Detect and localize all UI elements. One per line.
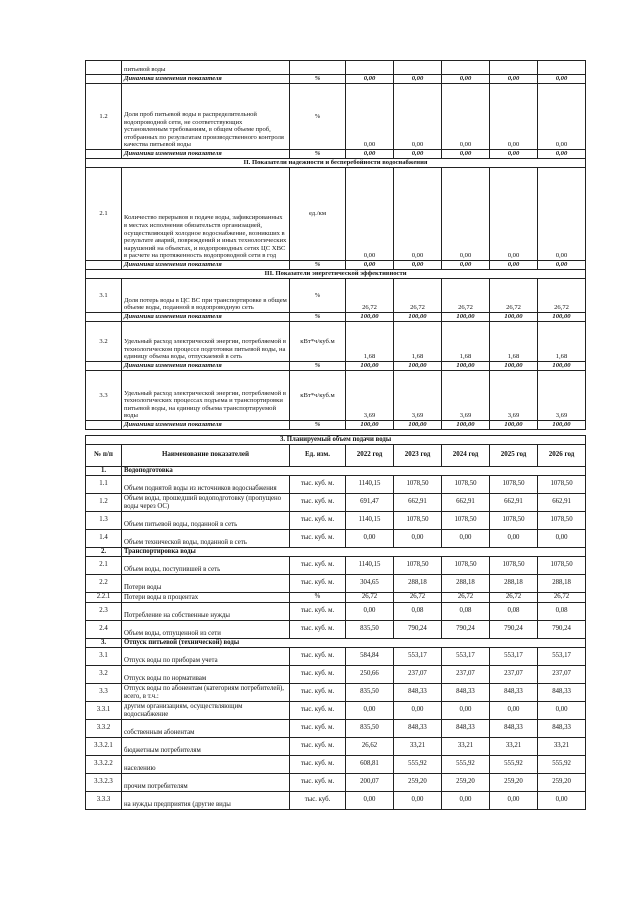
row-num: 3.1: [86, 647, 122, 665]
value-cell: 259,20: [538, 773, 586, 791]
unit-cell: тыс. куб. м.: [290, 755, 346, 773]
col-header-2023: 2023 год: [394, 444, 442, 466]
value-cell: 1,68: [442, 322, 490, 362]
group-title: Отпуск питьевой (технической) воды: [122, 638, 586, 647]
empty-cell: [442, 61, 490, 75]
value-cell: 100,00: [490, 421, 538, 430]
row-num: [86, 261, 122, 270]
row-num: 2.1: [86, 168, 122, 261]
row-num-cell: [86, 61, 122, 75]
unit-cell: тыс. куб. м.: [290, 529, 346, 547]
value-cell: 848,33: [538, 683, 586, 701]
value-cell: 1078,50: [442, 556, 490, 574]
col-header-num: № п/п: [86, 444, 122, 466]
value-cell: 100,00: [394, 313, 442, 322]
value-cell: 0,00: [490, 701, 538, 719]
value-cell: 555,92: [538, 755, 586, 773]
value-cell: 26,72: [346, 279, 394, 313]
value-cell: 553,17: [442, 647, 490, 665]
unit-cell: тыс. куб. м.: [290, 719, 346, 737]
value-cell: 0,00: [346, 168, 394, 261]
value-cell: 553,17: [538, 647, 586, 665]
unit-cell: тыс. куб. м.: [290, 574, 346, 592]
unit-cell: %: [290, 84, 346, 150]
value-cell: 3,69: [442, 371, 490, 421]
value-cell: 0,00: [346, 75, 394, 84]
value-cell: 0,00: [442, 529, 490, 547]
dynamics-label: Динамика изменения показателя: [122, 421, 290, 430]
value-cell: 848,33: [394, 719, 442, 737]
value-cell: 1,68: [394, 322, 442, 362]
value-cell: 237,07: [394, 665, 442, 683]
unit-cell: тыс. куб. м.: [290, 475, 346, 493]
section-title: II. Показатели надежности и бесперебойности водоснабжения: [86, 159, 586, 168]
indicator-name: Отпуск воды по нормативам: [122, 665, 290, 683]
row-num: 3.3.3: [86, 791, 122, 809]
value-cell: 33,21: [490, 737, 538, 755]
value-cell: 555,92: [442, 755, 490, 773]
row-num: 1.4: [86, 529, 122, 547]
value-cell: 0,00: [490, 791, 538, 809]
indicator-name: Доля потерь воды в ЦС ВС при транспортировке в общем объеме воды, поданной в водопроводную сеть: [122, 279, 290, 313]
value-cell: 0,00: [442, 168, 490, 261]
value-cell: 0,00: [538, 701, 586, 719]
indicator-name: Отпуск воды по приборам учета: [122, 647, 290, 665]
indicator-name: Объем воды, отпущенной из сети: [122, 620, 290, 638]
value-cell: 0,00: [394, 261, 442, 270]
unit-cell: %: [290, 279, 346, 313]
value-cell: 0,00: [394, 791, 442, 809]
unit-cell: кВт*ч/куб.м: [290, 322, 346, 362]
value-cell: 0,00: [346, 602, 394, 620]
unit-cell: кВт*ч/куб.м: [290, 371, 346, 421]
unit-cell: %: [290, 75, 346, 84]
value-cell: 0,00: [346, 701, 394, 719]
unit-cell: тыс. куб. м.: [290, 556, 346, 574]
indicator-name: Отпуск воды по абонентам (категориям потребителей), всего, в т.ч.:: [122, 683, 290, 701]
indicator-name: собственным абонентам: [122, 719, 290, 737]
unit-cell: %: [290, 150, 346, 159]
value-cell: 237,07: [538, 665, 586, 683]
row-num: 3.3.2.3: [86, 773, 122, 791]
dynamics-label: Динамика изменения показателя: [122, 150, 290, 159]
dynamics-label: Динамика изменения показателя: [122, 75, 290, 84]
value-cell: 0,08: [394, 602, 442, 620]
unit-cell: тыс. куб. м.: [290, 701, 346, 719]
value-cell: 790,24: [538, 620, 586, 638]
row-num: 3.3.2.1: [86, 737, 122, 755]
row-num: 2.2: [86, 574, 122, 592]
group-num: 1.: [86, 466, 122, 475]
value-cell: 848,33: [490, 719, 538, 737]
row-num: 2.2.1: [86, 592, 122, 602]
col-header-2025: 2025 год: [490, 444, 538, 466]
value-cell: 288,18: [490, 574, 538, 592]
indicator-name: Количество перерывов в подаче воды, зафиксированных в местах исполнения обязательств организацией, осуществляющей холодное водоснабжение, возникших в результате аварий, повреждений и иных технологических нарушений на объектах, и водопроводных сетях ЦС ХВС в расчете на протяженность водопроводной сети в год: [122, 168, 290, 261]
group-title: Транспортировка воды: [122, 547, 586, 556]
value-cell: 26,62: [346, 737, 394, 755]
value-cell: 0,00: [538, 150, 586, 159]
row-num: 1.1: [86, 475, 122, 493]
col-header-name: Наименование показателей: [122, 444, 290, 466]
value-cell: 26,72: [538, 279, 586, 313]
value-cell: 100,00: [442, 421, 490, 430]
row-num: 1.3: [86, 511, 122, 529]
group-num: 3.: [86, 638, 122, 647]
row-num: 3.3.2.2: [86, 755, 122, 773]
row-num: [86, 150, 122, 159]
row-num: [86, 362, 122, 371]
indicator-name: Потери воды в процентах: [122, 592, 290, 602]
value-cell: 100,00: [346, 362, 394, 371]
value-cell: 1140,15: [346, 511, 394, 529]
value-cell: 100,00: [490, 362, 538, 371]
value-cell: 0,00: [394, 529, 442, 547]
unit-cell: ед./км: [290, 168, 346, 261]
col-header-2022: 2022 год: [346, 444, 394, 466]
dynamics-label: Динамика изменения показателя: [122, 362, 290, 371]
value-cell: 0,00: [346, 261, 394, 270]
row-num: 3.3: [86, 683, 122, 701]
indicator-name: Объем питьевой воды, поданной в сеть: [122, 511, 290, 529]
value-cell: 1078,50: [490, 556, 538, 574]
value-cell: 1078,50: [538, 475, 586, 493]
value-cell: 26,72: [394, 592, 442, 602]
value-cell: 1078,50: [538, 511, 586, 529]
value-cell: 250,66: [346, 665, 394, 683]
value-cell: 1,68: [538, 322, 586, 362]
value-cell: 0,00: [490, 168, 538, 261]
value-cell: 848,33: [442, 683, 490, 701]
value-cell: 0,00: [490, 75, 538, 84]
indicator-name: Объем технической воды, поданной в сеть: [122, 529, 290, 547]
value-cell: 0,00: [538, 529, 586, 547]
value-cell: 26,72: [346, 592, 394, 602]
value-cell: 0,00: [394, 150, 442, 159]
value-cell: 584,84: [346, 647, 394, 665]
value-cell: 3,69: [394, 371, 442, 421]
value-cell: 304,65: [346, 574, 394, 592]
row-num: 1.2: [86, 493, 122, 511]
value-cell: 26,72: [394, 279, 442, 313]
value-cell: 0,00: [346, 150, 394, 159]
value-cell: 608,81: [346, 755, 394, 773]
value-cell: 26,72: [538, 592, 586, 602]
indicator-name: Объем поднятой воды из источников водоснабжения: [122, 475, 290, 493]
value-cell: 662,91: [394, 493, 442, 511]
value-cell: 553,17: [490, 647, 538, 665]
value-cell: 100,00: [394, 362, 442, 371]
value-cell: 0,00: [538, 261, 586, 270]
unit-cell: тыс. куб. м.: [290, 493, 346, 511]
section-3-title: 3. Планируемый объем подачи воды: [86, 436, 586, 445]
value-cell: 662,91: [442, 493, 490, 511]
value-cell: 0,00: [538, 84, 586, 150]
unit-cell: тыс. куб. м.: [290, 683, 346, 701]
value-cell: 0,00: [490, 150, 538, 159]
unit-cell: тыс. куб. м.: [290, 647, 346, 665]
value-cell: 33,21: [394, 737, 442, 755]
value-cell: 0,00: [442, 75, 490, 84]
value-cell: 100,00: [538, 313, 586, 322]
value-cell: 848,33: [490, 683, 538, 701]
value-cell: 835,50: [346, 719, 394, 737]
value-cell: 288,18: [538, 574, 586, 592]
value-cell: 555,92: [394, 755, 442, 773]
value-cell: 0,00: [538, 75, 586, 84]
empty-cell: [538, 61, 586, 75]
value-cell: 237,07: [490, 665, 538, 683]
value-cell: 100,00: [442, 313, 490, 322]
value-cell: 790,24: [442, 620, 490, 638]
value-cell: 790,24: [394, 620, 442, 638]
empty-cell: [346, 61, 394, 75]
value-cell: 0,00: [490, 261, 538, 270]
row-num: 3.3: [86, 371, 122, 421]
empty-cell: [490, 61, 538, 75]
value-cell: 1078,50: [442, 475, 490, 493]
value-cell: 0,00: [394, 168, 442, 261]
indicator-name: бюджетным потребителям: [122, 737, 290, 755]
indicator-name: на нужды предприятия (другие виды: [122, 791, 290, 809]
col-header-2024: 2024 год: [442, 444, 490, 466]
value-cell: 835,50: [346, 620, 394, 638]
water-supply-volume-table: [85, 435, 586, 810]
value-cell: 835,50: [346, 683, 394, 701]
value-cell: 288,18: [394, 574, 442, 592]
value-cell: 662,91: [538, 493, 586, 511]
value-cell: 100,00: [538, 421, 586, 430]
indicator-name: Доля проб питьевой воды в распределительной водопроводной сети, не соответствующих установленным требованиям, в общем объеме проб, отобранных по результатам производственного контроля качества питьевой воды: [122, 84, 290, 150]
value-cell: 100,00: [442, 362, 490, 371]
value-cell: 3,69: [538, 371, 586, 421]
value-cell: 259,20: [394, 773, 442, 791]
value-cell: 0,00: [490, 84, 538, 150]
value-cell: 0,08: [538, 602, 586, 620]
value-cell: 0,00: [394, 701, 442, 719]
row-num: 2.4: [86, 620, 122, 638]
unit-cell: %: [290, 592, 346, 602]
value-cell: 0,00: [442, 791, 490, 809]
value-cell: 1078,50: [442, 511, 490, 529]
value-cell: 1078,50: [538, 556, 586, 574]
row-num: [86, 313, 122, 322]
value-cell: 848,33: [394, 683, 442, 701]
value-cell: 553,17: [394, 647, 442, 665]
unit-cell: тыс. куб. м.: [290, 773, 346, 791]
value-cell: 1140,15: [346, 556, 394, 574]
unit-cell: тыс. куб. м.: [290, 602, 346, 620]
indicator-name: прочим потребителям: [122, 773, 290, 791]
value-cell: 288,18: [442, 574, 490, 592]
value-cell: 26,72: [442, 279, 490, 313]
value-cell: 1078,50: [394, 475, 442, 493]
row-num: 3.1: [86, 279, 122, 313]
value-cell: 100,00: [490, 313, 538, 322]
value-cell: 0,00: [346, 791, 394, 809]
value-cell: 0,00: [346, 84, 394, 150]
unit-cell: тыс. куб. м.: [290, 665, 346, 683]
value-cell: 0,00: [442, 701, 490, 719]
value-cell: 0,00: [538, 168, 586, 261]
value-cell: 0,08: [442, 602, 490, 620]
row-num: 3.2: [86, 322, 122, 362]
group-title: Водоподготовка: [122, 466, 586, 475]
row-num: 3.2: [86, 665, 122, 683]
row-num: 1.2: [86, 84, 122, 150]
col-header-2026: 2026 год: [538, 444, 586, 466]
value-cell: 237,07: [442, 665, 490, 683]
value-cell: 1140,15: [346, 475, 394, 493]
col-header-unit: Ед. изм.: [290, 444, 346, 466]
value-cell: 100,00: [538, 362, 586, 371]
row-num: [86, 421, 122, 430]
value-cell: 100,00: [394, 421, 442, 430]
unit-cell: %: [290, 362, 346, 371]
value-cell: 100,00: [346, 421, 394, 430]
row-num: [86, 75, 122, 84]
value-cell: 848,33: [442, 719, 490, 737]
value-cell: 33,21: [442, 737, 490, 755]
row-num: 2.3: [86, 602, 122, 620]
value-cell: 0,00: [394, 75, 442, 84]
section-title: III. Показатели энергетической эффективности: [86, 270, 586, 279]
value-cell: 26,72: [442, 592, 490, 602]
unit-cell: %: [290, 261, 346, 270]
value-cell: 0,00: [394, 84, 442, 150]
dynamics-label: Динамика изменения показателя: [122, 261, 290, 270]
indicator-name: Объем воды, прошедший водоподготовку (пропущено воды через ОС): [122, 493, 290, 511]
row-num: 2.1: [86, 556, 122, 574]
value-cell: 1078,50: [490, 511, 538, 529]
value-cell: 0,00: [442, 261, 490, 270]
group-num: 2.: [86, 547, 122, 556]
indicators-table: [85, 60, 586, 430]
row-num: 3.3.2: [86, 719, 122, 737]
empty-cell: [394, 61, 442, 75]
value-cell: 0,00: [442, 84, 490, 150]
value-cell: 26,72: [490, 592, 538, 602]
value-cell: 1078,50: [490, 475, 538, 493]
indicator-name: Удельный расход электрической энергии, потребляемой в технологических процессах подъема и транспортировки питьевой воды, на единицу объема транспортируемой воды: [122, 371, 290, 421]
value-cell: 691,47: [346, 493, 394, 511]
value-cell: 33,21: [538, 737, 586, 755]
value-cell: 259,20: [442, 773, 490, 791]
value-cell: 200,07: [346, 773, 394, 791]
unit-cell: тыс. куб. м.: [290, 511, 346, 529]
value-cell: 1078,50: [394, 511, 442, 529]
value-cell: 662,91: [490, 493, 538, 511]
indicator-name: населению: [122, 755, 290, 773]
value-cell: 848,33: [538, 719, 586, 737]
indicator-name: Потребление на собственные нужды: [122, 602, 290, 620]
row-num: 3.3.1: [86, 701, 122, 719]
value-cell: 0,00: [346, 529, 394, 547]
value-cell: 555,92: [490, 755, 538, 773]
value-cell: 26,72: [490, 279, 538, 313]
value-cell: 3,69: [490, 371, 538, 421]
value-cell: 1,68: [346, 322, 394, 362]
unit-cell: %: [290, 313, 346, 322]
value-cell: 3,69: [346, 371, 394, 421]
indicator-name: другим организациям, осуществляющим водоснабжение: [122, 701, 290, 719]
indicator-name: питьевой воды: [122, 61, 290, 75]
value-cell: 790,24: [490, 620, 538, 638]
indicator-name: Объем воды, поступившей в сеть: [122, 556, 290, 574]
value-cell: 1,68: [490, 322, 538, 362]
indicator-name: Потери воды: [122, 574, 290, 592]
unit-cell: %: [290, 421, 346, 430]
value-cell: 0,00: [442, 150, 490, 159]
value-cell: 259,20: [490, 773, 538, 791]
value-cell: 100,00: [346, 313, 394, 322]
value-cell: 0,08: [490, 602, 538, 620]
unit-cell: тыс. куб.: [290, 791, 346, 809]
value-cell: 1078,50: [394, 556, 442, 574]
indicator-name: Удельный расход электрической энергии, потребляемой в технологическом процессе подготовки питьевой воды, на единицу объема воды, отпускаемой в сеть: [122, 322, 290, 362]
dynamics-label: Динамика изменения показателя: [122, 313, 290, 322]
value-cell: 0,00: [538, 791, 586, 809]
empty-cell: [290, 61, 346, 75]
unit-cell: тыс. куб. м.: [290, 737, 346, 755]
value-cell: 0,00: [490, 529, 538, 547]
unit-cell: тыс. куб. м.: [290, 620, 346, 638]
